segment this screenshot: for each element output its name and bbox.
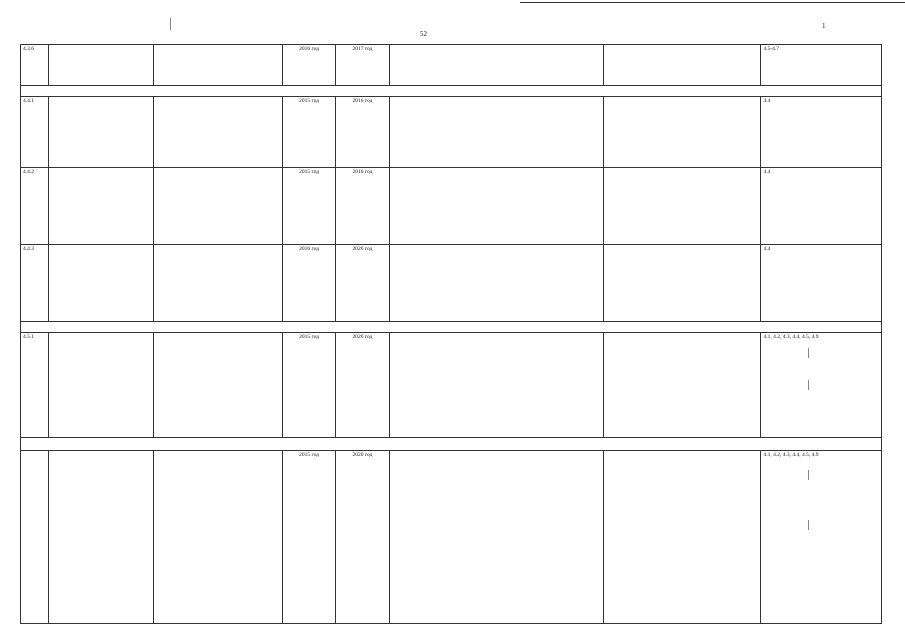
table-row bbox=[21, 245, 882, 322]
start-year: 2015 год bbox=[282, 333, 335, 438]
section-heading bbox=[21, 322, 882, 333]
expected-result bbox=[389, 168, 604, 245]
end-year: 2016 год bbox=[336, 168, 389, 245]
responsible-party bbox=[154, 97, 283, 168]
expected-result bbox=[389, 97, 604, 168]
start-year: 2016 год bbox=[282, 45, 335, 86]
measure-name bbox=[49, 97, 154, 168]
start-year: 2015 год bbox=[282, 97, 335, 168]
main-directions bbox=[604, 168, 761, 245]
corner-mark: 1 bbox=[822, 22, 826, 30]
start-year: 2015 год bbox=[282, 168, 335, 245]
row-number: 4.4.3 bbox=[21, 245, 49, 322]
responsible-party bbox=[154, 168, 283, 245]
expected-result bbox=[389, 333, 604, 438]
expected-result bbox=[389, 451, 604, 624]
end-year: 2020 год bbox=[336, 451, 389, 624]
measure-name bbox=[49, 168, 154, 245]
table-row bbox=[21, 333, 882, 438]
plan-table bbox=[20, 44, 882, 624]
spacer bbox=[21, 438, 882, 451]
indicator-links: 4.1, 4.2, 4.3, 4.4, 4.5, 4.9 bbox=[761, 451, 882, 624]
main-directions bbox=[604, 333, 761, 438]
top-rule bbox=[520, 2, 905, 3]
table-row bbox=[21, 97, 882, 168]
row-number: 4.4.2 bbox=[21, 168, 49, 245]
start-year: 2016 год bbox=[282, 245, 335, 322]
main-directions bbox=[604, 451, 761, 624]
table-row bbox=[21, 45, 882, 86]
measure-name bbox=[49, 333, 154, 438]
measure-name bbox=[49, 45, 154, 86]
responsible-party bbox=[154, 333, 283, 438]
indicator-links: 4.4 bbox=[761, 168, 882, 245]
measure-name bbox=[49, 451, 154, 624]
indicator-links: 4.5-4.7 bbox=[761, 45, 882, 86]
end-year: 2016 год bbox=[336, 97, 389, 168]
end-year: 2020 год bbox=[336, 333, 389, 438]
responsible-party bbox=[154, 245, 283, 322]
end-year: 2020 год bbox=[336, 245, 389, 322]
row-number: 4.5.1 bbox=[21, 333, 49, 438]
section-row bbox=[21, 86, 882, 97]
indicator-links: 4.4 bbox=[761, 97, 882, 168]
row-number bbox=[21, 451, 49, 624]
section-heading bbox=[21, 86, 882, 97]
page-number: 52 bbox=[420, 30, 427, 38]
responsible-party bbox=[154, 451, 283, 624]
row-number: 4.4.1 bbox=[21, 97, 49, 168]
responsible-party bbox=[154, 45, 283, 86]
measure-name bbox=[49, 245, 154, 322]
indicator-links: 4.4 bbox=[761, 245, 882, 322]
main-directions bbox=[604, 245, 761, 322]
table-row bbox=[21, 168, 882, 245]
margin-tick bbox=[170, 18, 171, 30]
row-number: 4.3.6 bbox=[21, 45, 49, 86]
expected-result bbox=[389, 245, 604, 322]
indicator-links: 4.1, 4.2, 4.3, 4.4, 4.5, 4.9 bbox=[761, 333, 882, 438]
main-directions bbox=[604, 97, 761, 168]
end-year: 2017 год bbox=[336, 45, 389, 86]
section-row bbox=[21, 322, 882, 333]
main-directions bbox=[604, 45, 761, 86]
table-row bbox=[21, 451, 882, 624]
start-year: 2015 год bbox=[282, 451, 335, 624]
spacer-row bbox=[21, 438, 882, 451]
expected-result bbox=[389, 45, 604, 86]
